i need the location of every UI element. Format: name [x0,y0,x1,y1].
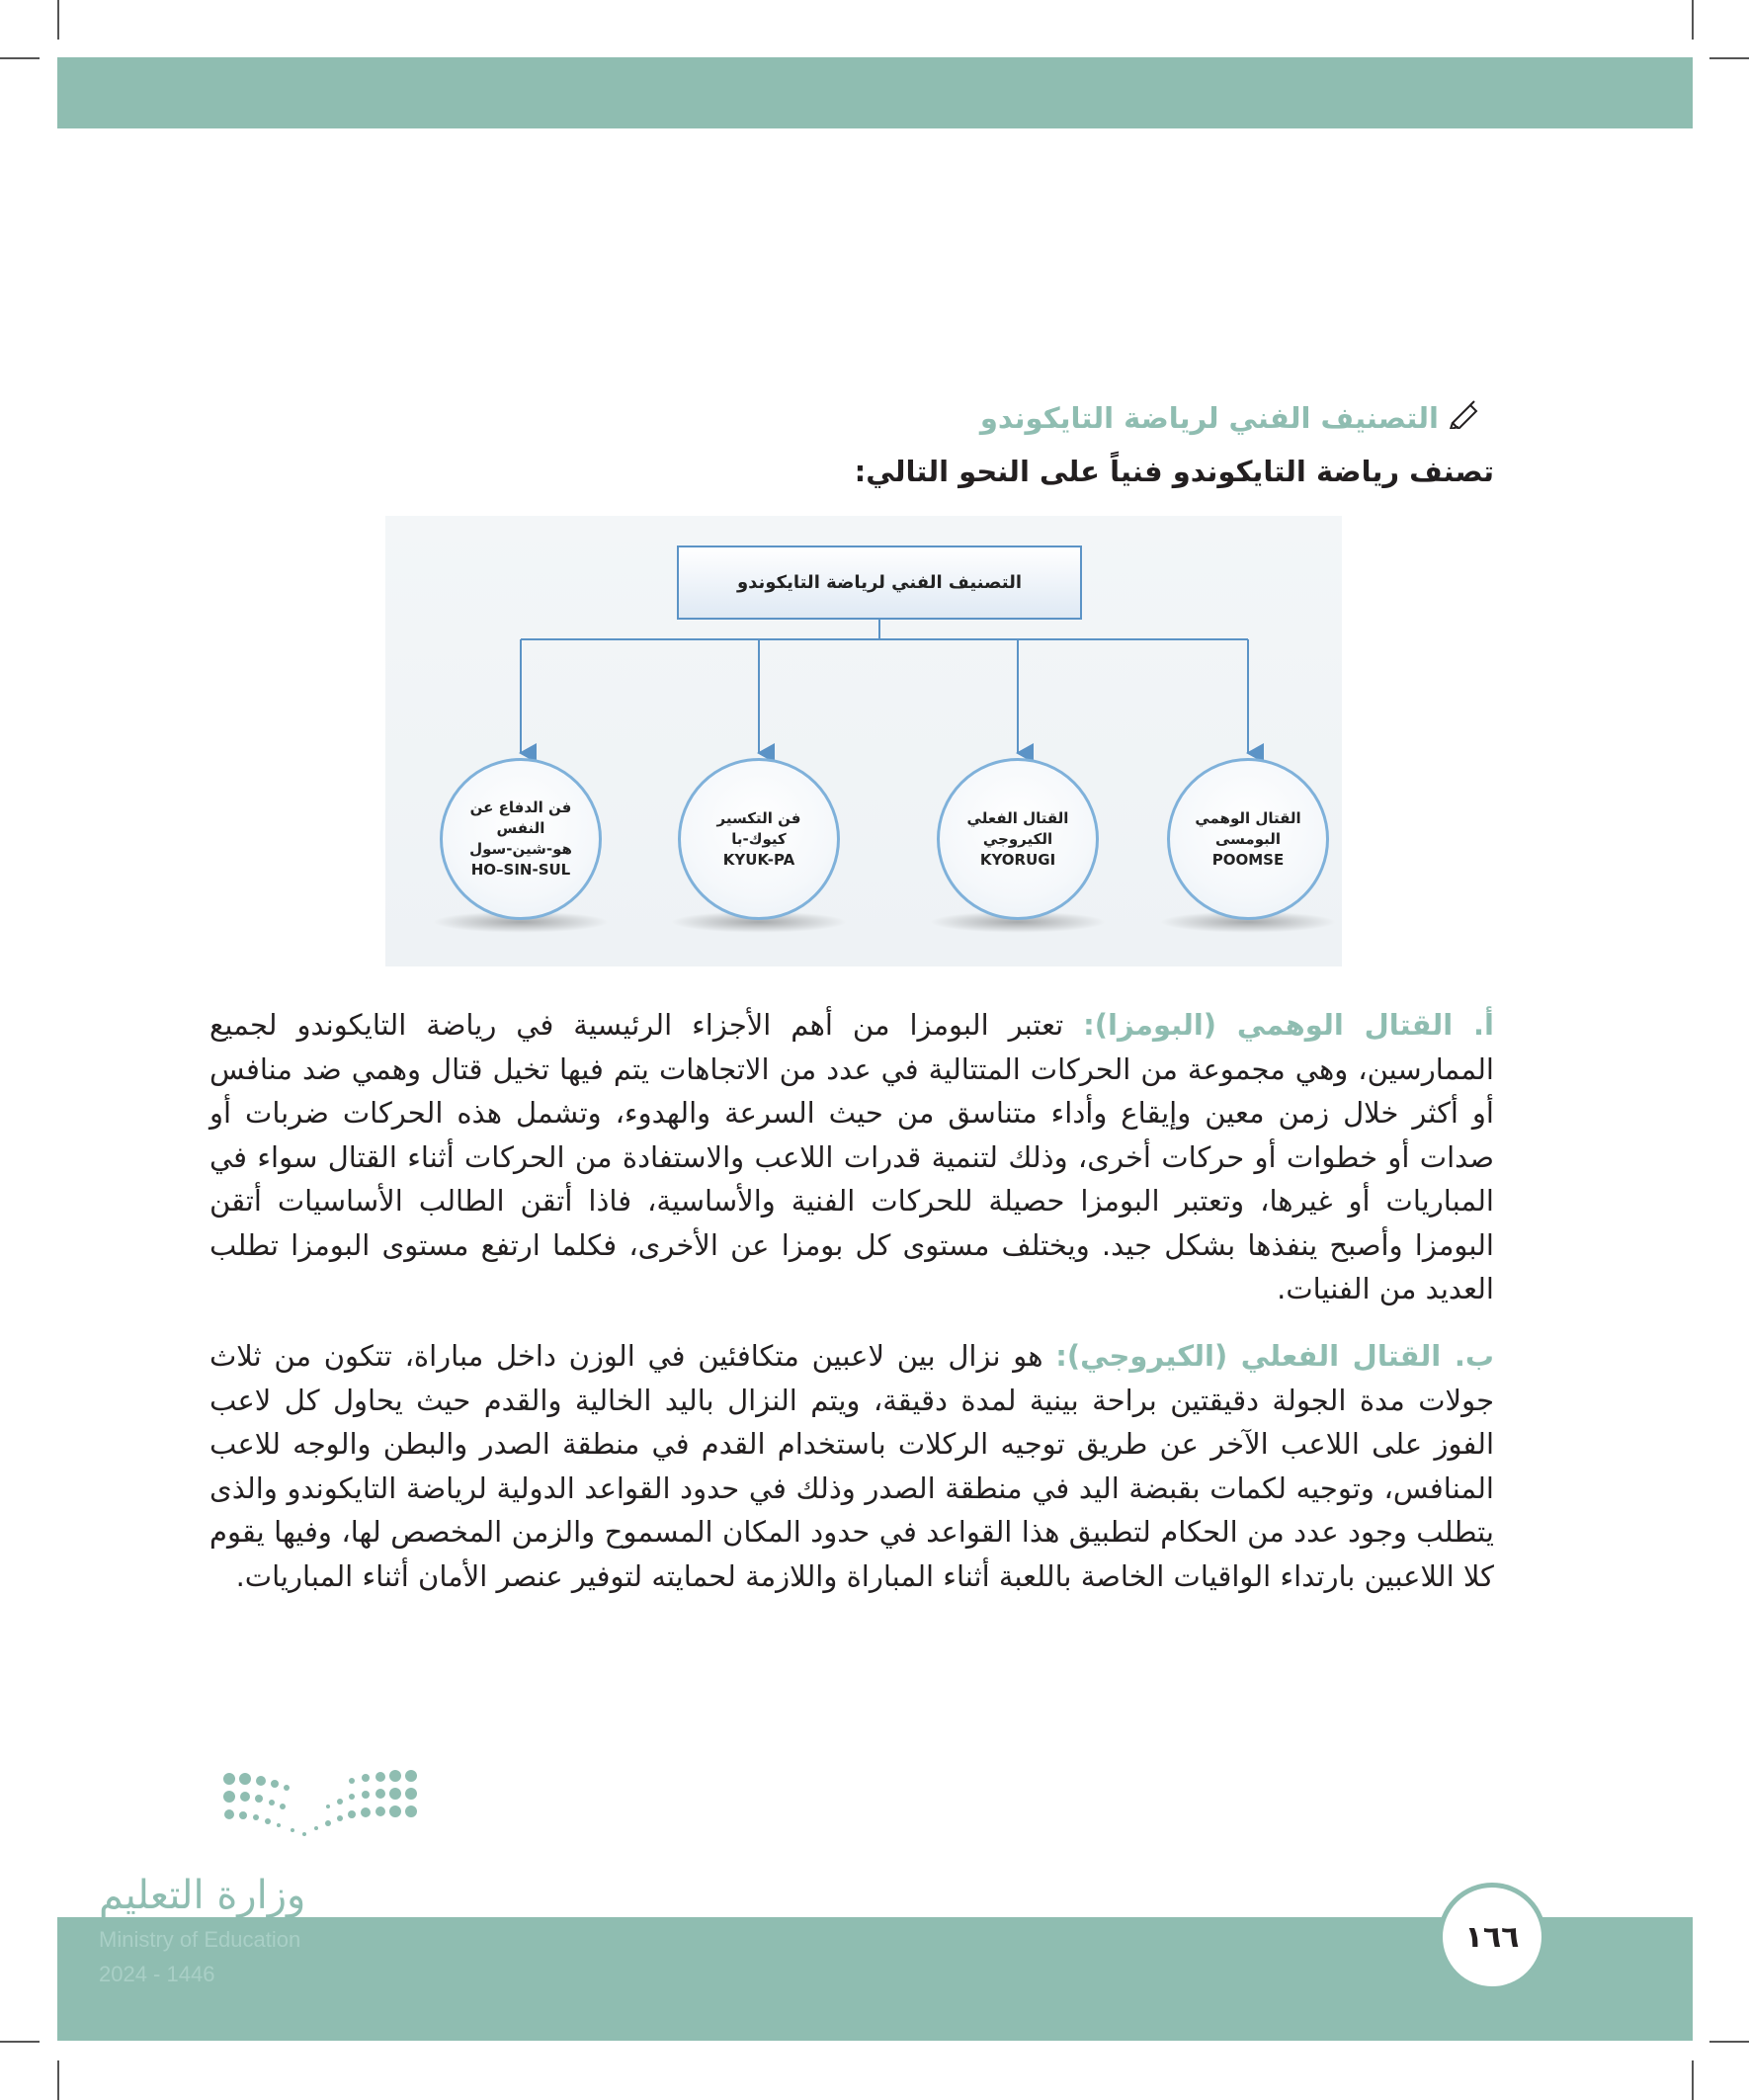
paragraph-text: تعتبر البومزا من أهم الأجزاء الرئيسية في رياضة التايكوندو لجميع الممارسين، وهي مجموعة من الحركات المتتالية في عدد من الاتجاهات يتم فيها تخيل قتال وهمي ضد منافس أو أكثر خلال زمن معين وإيقاع وأداء متناسق من حيث السرعة والهدوء، وتشمل هذه الحركات ضربات أو صدات أو خطوات أو حركات أخرى، وذلك لتنمية قدرات اللاعب والاستفادة من الحركات أثناء القتال سواء في المباريات أو غيرها، وتعتبر البومزا حصيلة للحركات الفنية والأساسية، فاذا أتقن الطالب الأساسيات أتقن البومزا وأصبح ينفذها بشكل جيد. ويختلف مستوى كل بومزا عن الأخرى، فكلما ارتفع مستوى البومزا تطلب العديد من الفنيات. [209,1008,1494,1305]
node-line: هو-شين-سول [469,840,572,858]
section-title-text: التصنيف الفني لرياضة التايكوندو [979,400,1439,435]
pen-icon [1449,399,1482,436]
crop-mark [57,2060,59,2100]
classification-diagram [385,516,1342,966]
paragraph-label: ب. القتال الفعلي (الكيروجي): [1055,1339,1495,1373]
crop-mark [1709,57,1749,59]
section-title [980,399,1482,436]
node-line: القتال الفعلي [966,808,1069,827]
crop-mark [0,2041,40,2043]
page-number: ١٦٦ [1438,1883,1546,1991]
node-line: الكيروجي [982,829,1053,848]
node-line: النفس [496,819,545,837]
crop-mark [1709,2041,1749,2043]
node-ho-sin-sul [440,758,602,920]
node-latin: POOMSE [1211,850,1285,869]
header-band [57,57,1693,128]
crop-mark [57,0,59,40]
intro-text: تصنف رياضة التايكوندو فنياً على النحو التالي: [854,455,1494,488]
logo-arabic: وزارة التعليم [99,1873,306,1918]
node-latin: KYORUGI [979,850,1056,869]
paragraph-text: هو نزال بين لاعبين متكافئين في الوزن داخل مباراة، تتكون من ثلاث جولات مدة الجولة دقيقتين براحة بينية لمدة دقيقة، ويتم النزال باليد الخالية والقدم حيث يحاول كل لاعب الفوز على اللاعب الآخر عن طريق توجيه الركلات باستخدام القدم في منطقة الصدر والبطن والوجه للاعب المنافس، وتوجيه لكمات بقبضة اليد في منطقة الصدر وذلك في حدود القواعد الدولية لرياضة التايكوندو والذى يتطلب وجود عدد من الحكام لتطبيق هذا القواعد في حدود المكان المسموح والزمن المخصص لها، وفيها يقوم كلا اللاعبين بارتداء الواقيات الخاصة باللعبة أثناء المباراة واللازمة لحمايته لتوفير عنصر الأمان أثناء المباريات. [209,1339,1494,1593]
diagram-title: التصنيف الفني لرياضة التايكوندو [677,546,1082,620]
node-poomse [1167,758,1329,920]
paragraph-label: أ. القتال الوهمي (البومزا): [1083,1008,1494,1042]
node-kyuk-pa [678,758,840,920]
node-line: فن التكسير [716,808,801,827]
node-line: البومسى [1214,829,1282,848]
node-kyorugi [937,758,1099,920]
crop-mark [0,57,40,59]
node-line: القتال الوهمي [1195,808,1301,827]
logo-year: 2024 - 1446 [99,1962,215,1986]
crop-mark [1692,2060,1694,2100]
node-latin: HO–SIN-SUL [470,861,571,879]
logo-english: Ministry of Education [99,1927,301,1952]
paragraph-poomse [209,1003,1494,1311]
node-line: فن الدفاع عن [469,798,572,816]
node-latin: KYUK-PA [722,850,795,869]
paragraph-kyorugi [209,1334,1494,1598]
crop-mark [1692,0,1694,40]
node-line: كيوك-با [731,829,787,848]
